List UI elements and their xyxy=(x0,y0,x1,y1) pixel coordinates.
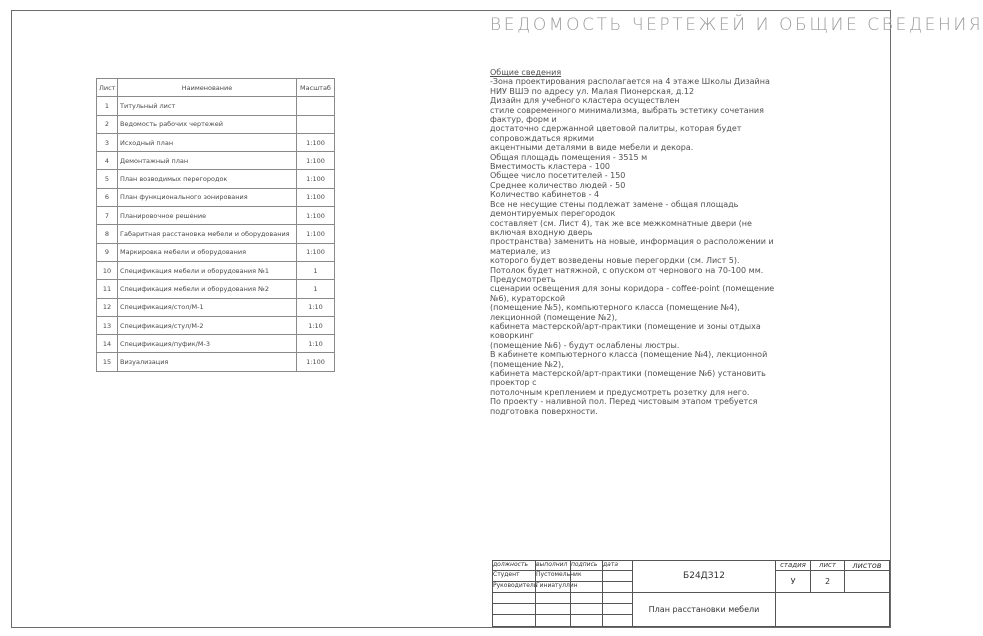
stamp-role-supervisor: Руководитель xyxy=(492,581,536,593)
notes-line: которого будет возведены новые перегордки (см. Лист 5). xyxy=(490,256,740,266)
row-sheet-scale: 1:10 xyxy=(297,298,335,316)
notes-line: Общая площадь помещения - 3515 м xyxy=(490,152,648,162)
general-notes xyxy=(490,68,800,416)
stamp-empty xyxy=(602,614,633,627)
row-sheet-scale: 1:100 xyxy=(297,353,335,371)
row-sheet-scale: 1:100 xyxy=(297,152,335,170)
row-sheet-name: План возводимых перегородок xyxy=(118,170,297,188)
notes-line: (помещение №2), xyxy=(490,359,564,369)
stamp-col-position: должность xyxy=(492,560,536,571)
notes-line: По проекту - наливной пол. Перед чистовым этапом требуется xyxy=(490,397,758,407)
table-row xyxy=(97,316,335,334)
row-sheet-number: 9 xyxy=(97,243,118,261)
notes-line: материале, из xyxy=(490,246,551,256)
stamp-name-supervisor: Гиниатуллин xyxy=(535,581,571,593)
table-row xyxy=(97,280,335,298)
row-sheet-name: Маркировка мебели и оборудования xyxy=(118,243,297,261)
stamp-col-done: выполнил xyxy=(535,560,571,571)
notes-line: сценарии освещения для зоны коридора - coffee-point (помещение xyxy=(490,284,775,294)
row-sheet-scale: 1:10 xyxy=(297,335,335,353)
row-sheet-number: 3 xyxy=(97,133,118,151)
row-sheet-number: 11 xyxy=(97,280,118,298)
table-row xyxy=(97,207,335,225)
row-sheet-number: 14 xyxy=(97,335,118,353)
notes-line: сопровождаться яркими xyxy=(490,133,595,143)
row-sheet-name: Ведомость рабочих чертежей xyxy=(118,115,297,133)
row-sheet-number: 1 xyxy=(97,97,118,115)
notes-line: составляет (см. Лист 4), так же все межкомнатные двери (не xyxy=(490,218,752,228)
notes-line: пространства) заменить на новые, информация о расположении и xyxy=(490,237,774,247)
table-row xyxy=(97,152,335,170)
row-sheet-name: Демонтажный план xyxy=(118,152,297,170)
stamp-empty xyxy=(492,614,536,627)
notes-line: кабинета мастерской/арт-практики (помещение и зоны отдыха xyxy=(490,321,761,331)
page-title: ВЕДОМОСТЬ ЧЕРТЕЖЕЙ И ОБЩИЕ СВЕДЕНИЯ xyxy=(490,15,983,35)
row-sheet-name: Визуализация xyxy=(118,353,297,371)
stamp-col-signature: подпись xyxy=(570,560,603,571)
table-row xyxy=(97,97,335,115)
row-sheet-number: 15 xyxy=(97,353,118,371)
row-sheet-number: 8 xyxy=(97,225,118,243)
stamp-sheets-label: листов xyxy=(844,560,890,571)
notes-line: включая входную дверь xyxy=(490,227,593,237)
notes-line: Общее число посетителей - 150 xyxy=(490,171,626,181)
row-sheet-scale: 1:100 xyxy=(297,188,335,206)
row-sheet-scale: 1:100 xyxy=(297,225,335,243)
notes-line: НИУ ВШЭ по адресу ул. Малая Пионерская, д.12 xyxy=(490,86,695,96)
row-sheet-number: 10 xyxy=(97,261,118,279)
notes-line: В кабинете компьютерного класса (помещение №4), лекционной xyxy=(490,350,768,360)
stamp-col-date: дата xyxy=(602,560,633,571)
notes-line: №6), кураторской xyxy=(490,293,566,303)
row-sheet-name: План функционального зонирования xyxy=(118,188,297,206)
stamp-name-student: Пустомельник xyxy=(535,570,571,582)
row-sheet-number: 13 xyxy=(97,316,118,334)
notes-line: стиле современного минимализма, выбрать эстетику сочетания xyxy=(490,105,764,115)
table-row xyxy=(97,225,335,243)
notes-line: (помещение №6) - будут ослаблены люстры. xyxy=(490,340,680,350)
row-sheet-scale: 1 xyxy=(297,261,335,279)
row-sheet-number: 12 xyxy=(97,298,118,316)
row-sheet-scale: 1:10 xyxy=(297,316,335,334)
stamp-drawing-title: План расстановки мебели xyxy=(632,592,776,627)
notes-line: Предусмотреть xyxy=(490,274,556,284)
notes-line: лекционной (помещение №2), xyxy=(490,312,618,322)
table-row xyxy=(97,335,335,353)
table-header-row xyxy=(97,79,335,97)
header-name: Наименование xyxy=(118,79,297,97)
stamp-sheet-label: лист xyxy=(810,560,845,571)
row-sheet-name: Титульный лист xyxy=(118,97,297,115)
notes-line: Дизайн для учебного кластера осуществлен xyxy=(490,96,680,106)
row-sheet-number: 5 xyxy=(97,170,118,188)
notes-line: подготовка поверхности. xyxy=(490,406,598,416)
notes-line: -Зона проектирования располагается на 4 этаже Школы Дизайна xyxy=(490,77,770,87)
row-sheet-name: Спецификация/стул/М-2 xyxy=(118,316,297,334)
stamp-sheet-value: 2 xyxy=(810,570,845,593)
row-sheet-scale xyxy=(297,97,335,115)
row-sheet-scale xyxy=(297,115,335,133)
row-sheet-name: Габаритная расстановка мебели и оборудования xyxy=(118,225,297,243)
notes-line: Количество кабинетов - 4 xyxy=(490,190,600,200)
table-row xyxy=(97,298,335,316)
notes-line: Среднее количество людей - 50 xyxy=(490,180,626,190)
stamp-stage-label: стадия xyxy=(775,560,811,571)
header-scale: Масштаб xyxy=(297,79,335,97)
notes-line: Вместимость кластера - 100 xyxy=(490,162,610,172)
notes-line: Все не несущие стены подлежат замене - общая площадь xyxy=(490,199,739,209)
title-block xyxy=(492,560,890,627)
table-row xyxy=(97,115,335,133)
table-row xyxy=(97,261,335,279)
row-sheet-name: Спецификация/стол/М-1 xyxy=(118,298,297,316)
notes-heading: Общие сведения xyxy=(490,68,562,77)
stamp-stage-value: У xyxy=(775,570,811,593)
row-sheet-scale: 1:100 xyxy=(297,207,335,225)
notes-line: фактур, форм и xyxy=(490,115,557,125)
table-row xyxy=(97,170,335,188)
table-row xyxy=(97,353,335,371)
stamp-organization xyxy=(775,592,890,627)
drawings-list-table xyxy=(96,78,335,372)
table-row xyxy=(97,133,335,151)
row-sheet-number: 4 xyxy=(97,152,118,170)
notes-line: кабинета мастерской/арт-практики (помещение №6) установить xyxy=(490,369,766,378)
table-row xyxy=(97,188,335,206)
notes-line: демонтируемых перегородок xyxy=(490,209,616,219)
header-sheet: Лист xyxy=(97,79,118,97)
row-sheet-name: Спецификация мебели и оборудования №2 xyxy=(118,280,297,298)
stamp-sheets-value xyxy=(844,570,890,593)
row-sheet-number: 6 xyxy=(97,188,118,206)
row-sheet-name: Исходный план xyxy=(118,133,297,151)
stamp-empty xyxy=(570,614,603,627)
notes-line: проектор с xyxy=(490,378,537,388)
notes-line: (помещение №5), компьютерного класса (помещение №4), xyxy=(490,303,740,313)
row-sheet-name: Планировочное решение xyxy=(118,207,297,225)
notes-line: достаточно сдержанной цветовой палитры, которая будет xyxy=(490,124,742,134)
notes-line: коворкинг xyxy=(490,331,534,341)
row-sheet-number: 2 xyxy=(97,115,118,133)
row-sheet-scale: 1:100 xyxy=(297,170,335,188)
row-sheet-scale: 1:100 xyxy=(297,133,335,151)
table-row xyxy=(97,243,335,261)
notes-line: акцентными деталями в виде мебели и декора. xyxy=(490,143,694,153)
row-sheet-name: Спецификация мебели и оборудования №1 xyxy=(118,261,297,279)
row-sheet-scale: 1:100 xyxy=(297,243,335,261)
row-sheet-number: 7 xyxy=(97,207,118,225)
notes-line: Потолок будет натяжной, с опуском от чернового на 70-100 мм. xyxy=(490,265,764,275)
stamp-role-student: Студент xyxy=(492,570,536,582)
notes-line: потолочным креплением и предусмотреть розетку для него. xyxy=(490,387,750,397)
row-sheet-scale: 1 xyxy=(297,280,335,298)
stamp-empty xyxy=(535,614,571,627)
row-sheet-name: Спецификация/пуфик/М-3 xyxy=(118,335,297,353)
stamp-code: Б24ДЗ12 xyxy=(632,560,776,593)
